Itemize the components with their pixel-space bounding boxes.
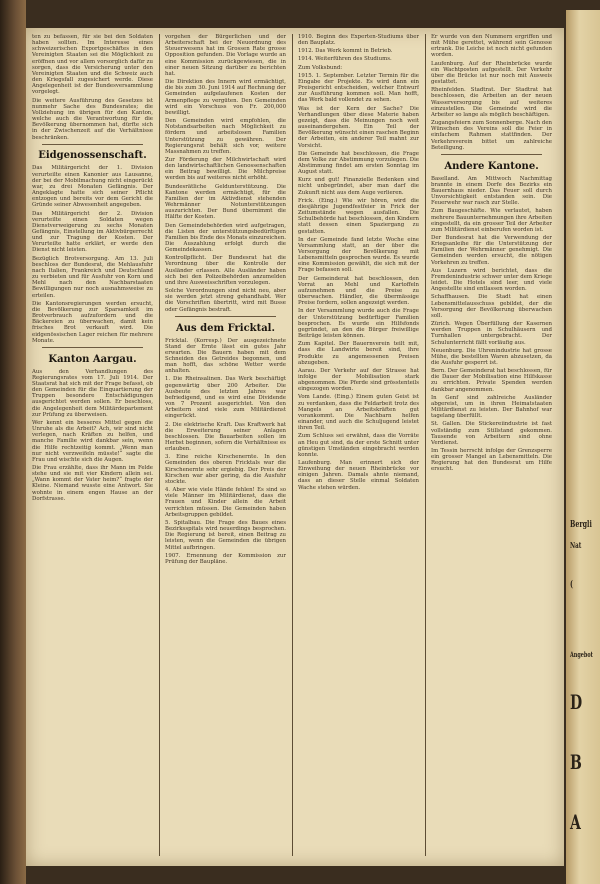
paragraph: 1912. Das Werk kommt in Betrieb. [298,48,393,55]
paragraph: Die Gemeinde hat beschlossen, die Frage dem Volke zur Abstimmung vorzulegen. Die Abstimmung findet am ersten Sonntag im August statt. [298,150,419,176]
paragraph: In Genf sind zahlreiche Ausländer abgereist, um in ihren Heimatstaaten Militärdienst zu leisten. Der Bahnhof war tagelang überfüllt. [431,394,552,420]
paragraph: Der Bundesrat hat die Verwendung der Kriegsanleihe für die Unterstützung der Familien der Wehrmänner genehmigt. Die Gemeinden werden ersucht, die nötigen Vorkehren zu treffen. [431,235,552,266]
paragraph: 1907. Ernennung der Kommission zur Prüfung der Baupläne. [165,552,286,565]
paragraph: Frick. (Eing.) Wie wir hören, wird die diesjährige Jugendfestfeier in Frick der Zeitumstände wegen ausfallen. Die Schulbehörde hat beschlossen, den Kindern statt dessen einen Spaziergang zu gestatten. [298,197,419,235]
section-heading: Kanton Aargau. [48,353,137,365]
paragraph: Laufenburg. Man erinnert sich der Einweihung der neuen Rheinbrücke vor einigen Jahren. Damals ahnte niemand, dass an dieser Stelle einmal Soldaten Wache stehen würden. [298,460,419,491]
column-rule [159,34,160,856]
next-page-fragment: Bergli [570,520,592,530]
next-page-fragment: Angebot [570,650,593,659]
column-rule [292,34,293,856]
paragraph: Im Tessin herrscht infolge der Grenzsperre ein grosser Mangel an Lebensmitteln. Die Regierung hat den Bundesrat um Hilfe ersucht. [431,448,552,473]
column-1 [32,34,153,856]
paragraph: Zum Baugeschäfte. Wie verlautet, haben mehrere Bauunternehmungen ihre Arbeiten eingestellt, da ein grosser Teil der Arbeiter zum Militärdienst einberufen worden ist. [431,208,552,233]
paragraph: Kontrollpflicht. Der Bundesrat hat die Verordnung über die Kontrolle der Ausländer erlassen. Alle Ausländer haben sich bei den Polizeibehörden anzumelden und ihre Ausweisschriften vorzulegen. [165,255,286,286]
paragraph: 4. Aber wie viele Hände fehlen! Es sind so viele Männer im Militärdienst, dass die Frauen und Kinder allein die Arbeit verrichten müssen. Die Gemeinden haben Arbeitsgruppen gebildet. [165,487,286,518]
paragraph: Aarau. Der Verkehr auf der Strasse hat infolge der Mobilisation stark abgenommen. Die Pferde sind grösstenteils eingezogen worden. [298,367,419,393]
paragraph: Aus den Verhandlungen des Regierungsrates vom 17. Juli 1914. Der Staatsrat hat sich mit der Frage befasst, ob den Gemeinden für die Einquartierung der Truppen besondere Entschädigungen ausgerichtet werden sollen. Er beschloss, die Angelegenheit dem Militärdepartement zur Prüfung zu überweisen. [32,368,153,418]
paragraph: Der Gemeinderat hat beschlossen, den Vorrat an Mehl und Kartoffeln aufzunehmen und die Preise zu überwachen. Händler, die übermässige Preise fordern, sollen angezeigt werden. [298,275,419,307]
paragraph: 1914. Weiterführen des Studiums. [298,56,392,63]
paragraph: 1915. 1. September. Letzter Termin für die Eingabe der Projekte. Es wird dann ein Preisgericht entscheiden, welcher Entwurf zur Ausführung kommen soll. Man hofft, das Werk bald vollendet zu sehen. [298,72,419,104]
paragraph: Bern. Der Gemeinderat hat beschlossen, für die Dauer der Mobilisation eine Hilfskasse zu errichten. Private Spenden werden dankbar angenommen. [431,368,552,393]
paragraph: St. Gallen. Die Stickereiindustrie ist fast vollständig zum Stillstand gekommen. Tausende von Arbeitern sind ohne Verdienst. [431,421,552,446]
section-heading: Andere Kantone. [444,160,539,172]
paragraph: Zum Schluss sei erwähnt, dass die Vorräte an Heu gut sind, da der erste Schnitt unter günstigen Umständen eingebracht werden konnte. [298,433,419,458]
column-2 [165,34,286,856]
paragraph: Den Gemeinden wird empfohlen, die Notstandsarbeiten nach Möglichkeit zu fördern und arbeitslosen Familien Unterstützung zu gewähren. Der Regierungsrat behält sich vor, weitere Massnahmen zu treffen. [165,118,286,155]
paragraph: Das Militärgericht der 2. Division verurteilte einen Soldaten wegen Dienstverweigerung zu sechs Monaten Gefängnis, Einstellung im Aktivbürgerrecht und zur Tragung der Kosten. Der Verurteilte hatte erklärt, er werde den Dienst nicht leisten. [32,210,153,254]
divider [441,154,542,155]
section-heading: Eidgenossenschaft. [38,150,147,162]
section-heading: Aus dem Fricktal. [176,322,275,334]
paragraph: Zum Volksbund: [298,64,343,71]
paragraph: Fricktal. (Korresp.) Der ausgezeichnete Stand der Ernte lässt ein gutes Jahr erwarten. Die Bauern haben mit dem Schneiden des Getreides begonnen, und man hofft, das schöne Wetter werde anhalten. [165,337,286,375]
paragraph: Bundesrätliche Geldunterstützung. Die Kantone werden ermächtigt, für die Familien der im Aktivdienst stehenden Wehrmänner Notunterstützungen auszurichten. Der Bund übernimmt die Hälfte der Kosten. [165,183,286,221]
next-page-fragment: D [570,690,583,714]
paragraph: Neuenburg. Die Uhrenindustrie hat grosse Mühe, die bestellten Waren abzusetzen, da die Ausfuhr gesperrt ist. [431,347,552,366]
divider [42,347,143,348]
paragraph: 2. Die elektrische Kraft. Das Kraftwerk hat die Erweiterung seiner Anlagen beschlossen. Die Bauarbeiten sollen im Herbst beginnen, sofern die Verhältnisse es erlauben. [165,421,286,453]
paragraph: Wer kennt ein besseres Mittel gegen die Unruhe als die Arbeit? Ach, wir sind nicht verlegen, nach Kräften zu helfen, und manche Familie wird dankbar sein, wenn die Hilfe rechtzeitig kommt. „Wenn man nur nicht verzweifeln müsste!“ sagte die Frau und wischte sich die Augen. [32,419,153,463]
divider [175,316,276,317]
paragraph: Aus Luzern wird berichtet, dass die Fremdenindustrie schwer unter dem Kriege leidet. Die Hotels sind leer, und viele Angestellte sind entlassen worden. [431,267,552,293]
newspaper-page [26,28,564,866]
paragraph: Den Gemeindebehörden wird aufgetragen, die Listen der unterstützungsbedürftigen Familien bis Ende des Monats einzureichen. Die Auszahlung erfolgt durch die Gemeindekassen. [165,222,286,254]
paragraph: Die Frau erzählte, dass ihr Mann im Felde stehe und sie mit vier Kindern allein sei. „Wann kommt der Vater heim?“ fragte der Kleine. Niemand wusste eine Antwort. Sie wohnte in einem engen Hause an der Dorfstrasse. [32,464,153,502]
next-page-fragment: A [570,810,581,834]
paragraph: Bezüglich Brotversorgung. Am 13. Juli beschloss der Bundesrat, die Mehlausfuhr nach Italien, Frankreich und Deutschland zu verbieten und für Ausfuhr von Korn und Mehl nach den Nachbarstaaten Bewilligungen nur noch ausnahmsweise zu erteilen. [32,255,153,299]
paragraph: Er wurde von den Nummern ergriffen und mit Mühe gerettet, während sein Genosse ertrank. Die Leiche ist noch nicht gefunden worden. [431,34,552,59]
next-page-fragment: ( [570,580,573,590]
paragraph: ten zu befassen, für sie bei den Soldaten haben sollten. Im Interesse eines schweizerischen Exportgeschäftes in den Vereinigten Staaten sei die Möglichkeit zu eröffnen und vor allem vorsorglich dafür zu sorgen, dass die Versicherung unter den Vereinigten Staaten und die Schweiz auch den Kriegsfall zugesichert werde. Diese Angelegenheit ist der Bundesversammlung vorgelegt. [32,34,153,96]
paragraph: Solche Verordnungen sind nicht neu, aber sie werden jetzt streng gehandhabt. Wer die Vorschriften übertritt, wird mit Busse oder Gefängnis bestraft. [165,288,286,313]
column-4 [431,34,552,856]
paragraph: Die Direktion des Innern wird ermächtigt, die bis zum 30. Juni 1914 auf Rechnung der Gemeinden aufgelaufenen Kosten der Armenpflege zu vergüten. Den Gemeinden wird ein Vorschuss von Fr. 200,000 bewilligt. [165,79,286,116]
paragraph: Zur Förderung der Milchwirtschaft wird den landwirtschaftlichen Genossenschaften ein Beitrag bewilligt. Die Milchpreise werden bis auf weiteres nicht erhöht. [165,156,286,182]
paragraph: Die weitere Ausführung des Gesetzes ist nunmehr Sache des Bundesrates; die Vollziehung im übrigen für den Kanton, welche auch die Verantwortung für die Bevölkerung übernommen hat, dürfte sich in der Zwischenzeit auf die Verhältnisse beschränken. [32,97,153,141]
paragraph: Zürich. Wegen Überfüllung der Kasernen werden Truppen in Schulhäusern und Turnhallen untergebracht. Der Schulunterricht fällt vorläufig aus. [431,321,552,346]
column-rule [425,34,426,856]
divider [42,144,143,145]
paragraph: 5. Spitalbau. Die Frage des Baues eines Bezirksspitals wird neuerdings besprochen. Die Regierung ist bereit, einen Beitrag zu leisten, wenn die Gemeinden die übrigen Mittel aufbringen. [165,519,286,551]
paragraph: 1910. Beginn des Experten-Studiums über den Bauplatz. [298,34,419,47]
next-page-fragment: B [570,750,582,774]
next-page-edge [566,10,600,884]
paragraph: Zum Kapitel. Der Bauernverein teilt mit, dass die Landwirte bereit sind, ihre Produkte zu angemessenen Preisen abzugeben. [298,341,419,366]
paragraph: 1. Die Rheinsalinen. Das Werk beschäftigt gegenwärtig über 200 Arbeiter. Die Ausbeute des letzten Jahres war befriedigend, und es wird eine Dividende von 7 Prozent ausgerichtet. Von den Arbeitern sind viele zum Militärdienst eingerückt. [165,376,286,420]
paragraph: Kurz und gut! Finanzielle Bedenken sind nicht unbegründet, aber man darf die Zukunft nicht aus dem Auge verlieren. [298,177,419,196]
paragraph: In der Versammlung wurde auch die Frage der Unterstützung bedürftiger Familien besprochen. Es wurde ein Hilfsfonds gegründet, an den die Bürger freiwillige Beiträge leisten können. [298,308,419,340]
paragraph: Das Militärgericht der 1. Division verurteilte einen Kanonier aus Lausanne, der bei der Mobilmachung nicht eingerückt war, zu drei Monaten Gefängnis. Der Angeklagte hatte sich seiner Pflicht entzogen und bereits vor dem Gericht die Gründe seiner Abwesenheit angegeben. [32,165,153,209]
column-3 [298,34,419,856]
paragraph: Was ist der Kern der Sache? Die Verhandlungen über diese Materie haben gezeigt, dass die Meinungen noch weit auseinandergehen. Ein Teil der Bevölkerung wünscht einen raschen Beginn der Arbeiten, ein anderer Teil mahnt zur Vorsicht. [298,105,419,149]
paragraph: Vom Lande. (Eing.) Einem guten Geist ist zu verdanken, dass die Feldarbeit trotz des Mangels an Arbeitskräften gut vorankommt. Die Nachbarn helfen einander, und auch die Schuljugend leistet ihren Teil. [298,394,419,432]
paragraph: Die Kantonsregierungen werden ersucht, die Bevölkerung zur Sparsamkeit im Brotverbrauch aufzufordern und die Bäckereien zu überwachen, damit kein frisches Brot verkauft wird. Die eidgenössischen Lager reichen für mehrere Monate. [32,300,153,344]
paragraph: Rheinfelden. Stadtrat. Der Stadtrat hat beschlossen, die Arbeiten an der neuen Wasserversorgung bis auf weiteres einzustellen. Die Gemeinde wird die Arbeiter so lange als möglich beschäftigen. [431,87,552,118]
paragraph: Baselland. Am Mittwoch Nachmittag brannte in einem Dorfe des Bezirks ein Bauernhaus nieder. Das Feuer soll durch Unvorsichtigkeit entstanden sein. Die Feuerwehr war rasch zur Stelle. [431,175,552,207]
paragraph: In der Gemeinde fand letzte Woche eine Versammlung statt, an der über die Versorgung der Bevölkerung mit Lebensmitteln gesprochen wurde. Es wurde eine Kommission gewählt, die sich mit der Frage befassen soll. [298,236,419,274]
next-page-fragment: Nat [570,540,582,550]
paragraph: Schaffhausen. Die Stadt hat einen Lebensmittelausschuss gebildet, der die Versorgung der Bevölkerung überwachen soll. [431,294,552,319]
book-binding [0,0,26,884]
paragraph: vorgehen der Bürgerlichen und der Arbeiterschaft bei der Neuordnung des Steuerwesens hat im Grossen Rate grosse Opposition gefunden. Die Vorlage wurde an eine Kommission zurückgewiesen, die in einer neuen Sitzung darüber zu berichten hat. [165,34,286,77]
paragraph: Zugangsfeiern zum Sonnenberge. Nach den Wünschen des Vereins soll die Feier in einfachem Rahmen stattfinden. Der Verkehrsverein bittet um zahlreiche Beteiligung. [431,120,552,151]
paragraph: Laufenburg. Auf der Rheinbrücke wurde ein Wachtposten aufgestellt. Der Verkehr über die Brücke ist nur noch mit Ausweis gestattet. [431,60,552,86]
paragraph: 3. Eine reiche Kirschenernte. In den Gemeinden des oberen Fricktals war die Kirschenernte sehr ergiebig. Der Preis der Kirschen war aber gering, da die Ausfuhr stockte. [165,454,286,485]
